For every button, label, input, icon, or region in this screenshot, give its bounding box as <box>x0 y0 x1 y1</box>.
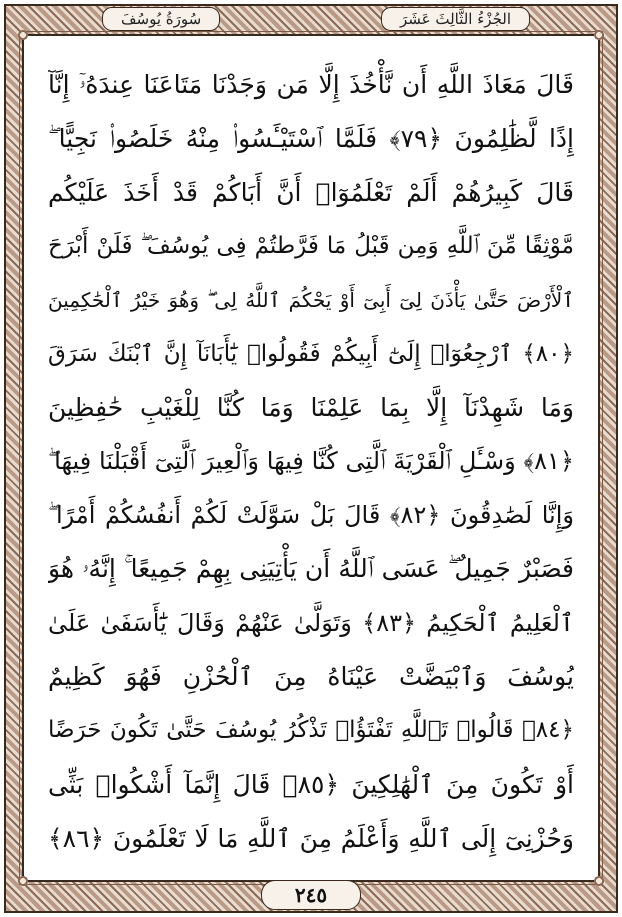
verse-line-text: أَوْ تَكُونَ مِنَ ٱلْهَٰلِكِينَ ﴿٨٥﴾ قَالَ إِنَّمَآ أَشْكُوا۟ بَثِّى <box>48 769 574 799</box>
surah-name-label: سُورَةُ يُوسُفَ <box>102 7 220 31</box>
verse-line-text: وَمَا شَهِدْنَآ إِلَّا بِمَا عَلِمْنَا وَمَا كُنَّا لِلْغَيْبِ حَٰفِظِينَ <box>48 393 574 423</box>
verse-line-text: وَإِنَّا لَصَٰدِقُونَ ﴿٨٢﴾ قَالَ بَلْ سَوَّلَتْ لَكُمْ أَنفُسُكُمْ أَمْرًا ۖ <box>48 501 574 530</box>
verse-text-block <box>48 58 574 868</box>
verse-line <box>48 704 574 758</box>
verse-line <box>48 273 574 327</box>
verse-line <box>48 596 574 650</box>
verse-line-text: فَصَبْرٌ جَمِيلٌ ۖ عَسَى ٱللَّهُ أَن يَأْتِيَنِى بِهِمْ جَمِيعًا ۚ إِنَّهُۥ هُوَ <box>48 554 574 584</box>
verse-line <box>48 811 574 865</box>
verse-line <box>48 757 574 811</box>
verse-line <box>48 219 574 273</box>
verse-line-text: ﴿٨١﴾ وَسْـَٔلِ ٱلْقَرْيَةَ ٱلَّتِى كُنَّا فِيهَا وَٱلْعِيرَ ٱلَّتِىٓ أَقْبَلْنَا فِيهَا ۖ <box>48 447 574 476</box>
verse-line-text: ٱلْأَرْضَ حَتَّىٰ يَأْذَنَ لِىٓ أَبِىٓ أَوْ يَحْكُمَ ٱللَّهُ لِى ۖ وَهُوَ خَيْرُ ٱلْحَٰكِمِينَ <box>48 288 574 313</box>
verse-line <box>48 435 574 489</box>
verse-line-text: ﴿٨٠﴾ ٱرْجِعُوٓا۟ إِلَىٰٓ أَبِيكُمْ فَقُولُوا۟ يَٰٓأَبَانَآ إِنَّ ٱبْنَكَ سَرَقَ <box>48 340 574 367</box>
verse-line-text: وَحُزْنِىٓ إِلَى ٱللَّهِ وَأَعْلَمُ مِنَ ٱللَّهِ مَا لَا تَعْلَمُونَ ﴿٨٦﴾ <box>48 823 574 853</box>
verse-line <box>48 542 574 596</box>
juz-label: الجُزْءُ الثَّالِثَ عَشَرَ <box>381 7 530 31</box>
verse-line-text: يُوسُفَ وَٱبْيَضَّتْ عَيْنَاهُ مِنَ ٱلْحُزْنِ فَهُوَ كَظِيمٌ <box>48 662 574 692</box>
page-number: ٢٤٥ <box>261 880 361 910</box>
corner-ornament-icon <box>15 873 31 889</box>
corner-ornament-icon <box>591 27 607 43</box>
verse-line-text: ٱلْعَلِيمُ ٱلْحَكِيمُ ﴿٨٣﴾ وَتَوَلَّىٰ عَنْهُمْ وَقَالَ يَٰٓأَسَفَىٰ عَلَىٰ <box>48 608 574 637</box>
verse-line-text: مَّوْثِقًا مِّنَ ٱللَّهِ وَمِن قَبْلُ مَا فَرَّطتُمْ فِى يُوسُفَ ۖ فَلَنْ أَبْرَحَ <box>48 233 574 260</box>
verse-line <box>48 650 574 704</box>
verse-line-text: إِذًا لَّظَٰلِمُونَ ﴿٧٩﴾ فَلَمَّا ٱسْتَيْـَٔسُوا۟ مِنْهُ خَلَصُوا۟ نَجِيًّا ۖ <box>48 123 574 153</box>
verse-line <box>48 112 574 166</box>
verse-line-text: قَالَ كَبِيرُهُمْ أَلَمْ تَعْلَمُوٓا۟ أَنَّ أَبَاكُمْ قَدْ أَخَذَ عَلَيْكُم <box>48 177 574 207</box>
verse-line <box>48 58 574 112</box>
verse-line-text: ﴿٨٤﴾ قَالُوا۟ تَٱللَّهِ تَفْتَؤُا۟ تَذْكُرُ يُوسُفَ حَتَّىٰ تَكُونَ حَرَضًا <box>48 717 574 744</box>
corner-ornament-icon <box>591 873 607 889</box>
verse-line <box>48 327 574 381</box>
verse-line <box>48 381 574 435</box>
verse-line <box>48 166 574 220</box>
corner-ornament-icon <box>15 27 31 43</box>
verse-line <box>48 488 574 542</box>
verse-line-text: قَالَ مَعَاذَ اللَّهِ أَن نَّأْخُذَ إِلَّا مَن وَجَدْنَا مَتَاعَنَا عِندَهُۥٓ إِنَّآ <box>48 69 574 99</box>
page-header <box>22 6 600 32</box>
